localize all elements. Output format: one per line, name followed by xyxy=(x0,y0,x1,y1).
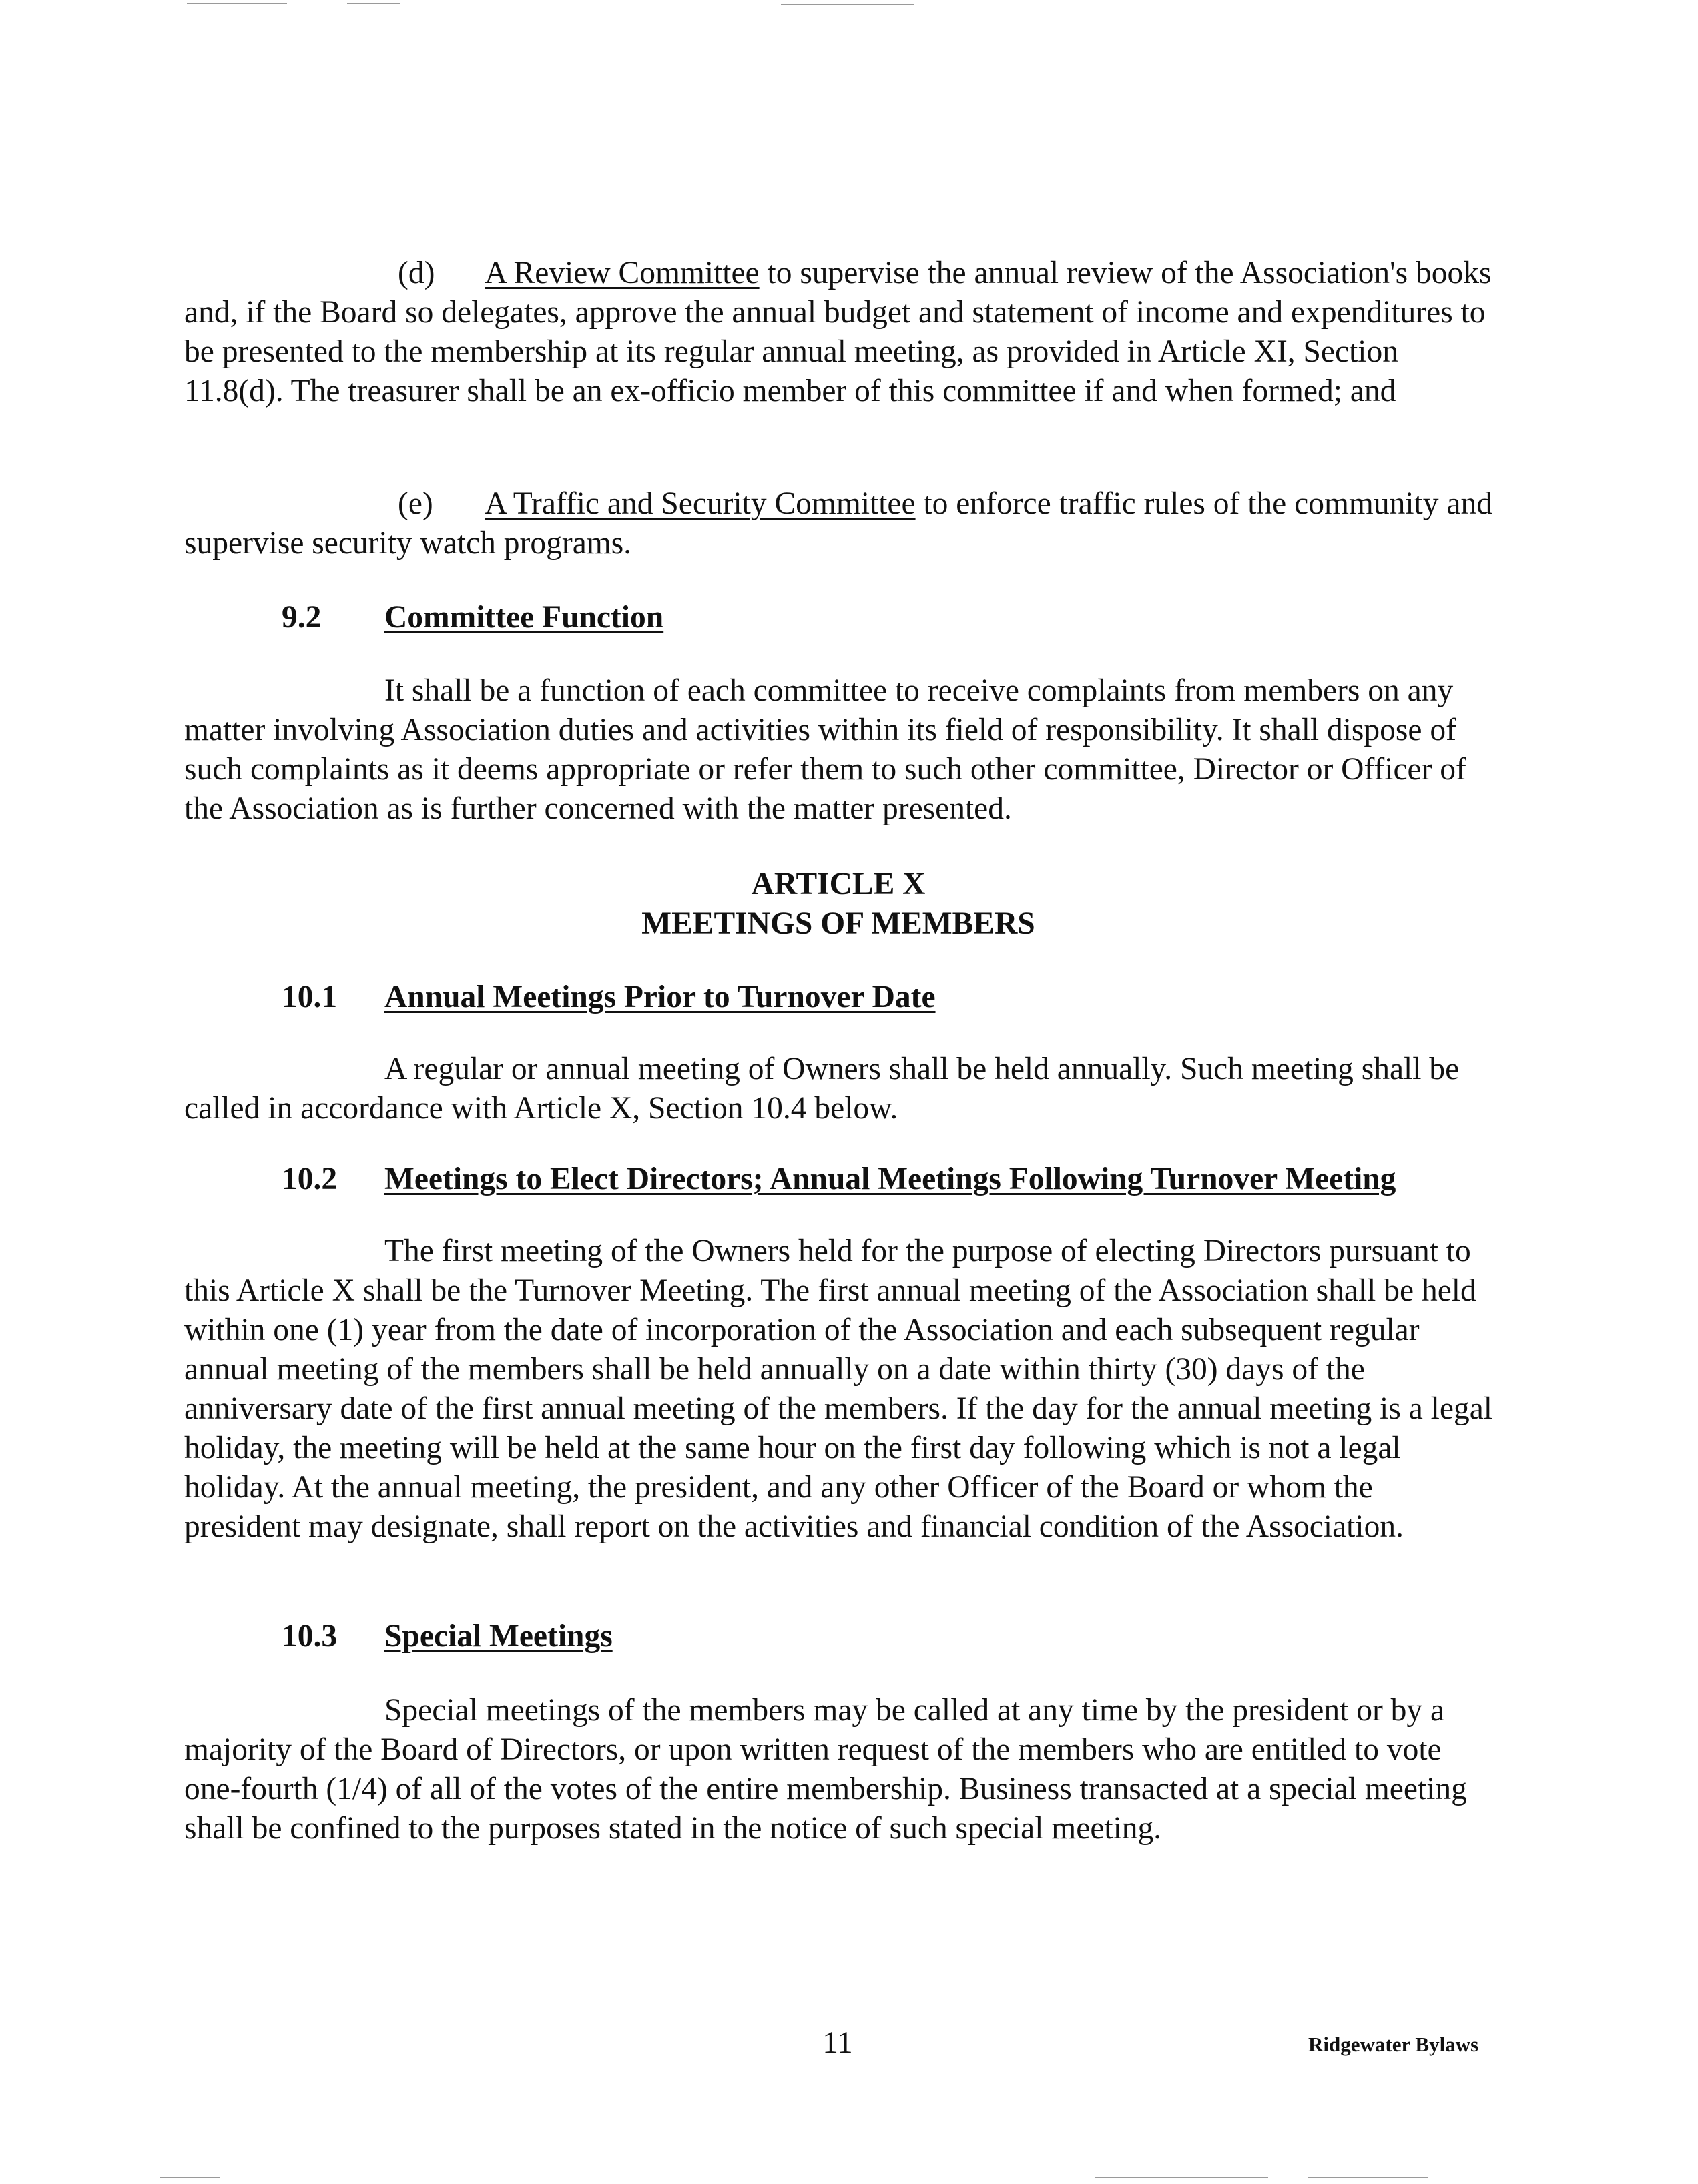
article-title: MEETINGS OF MEMBERS xyxy=(641,906,1035,941)
item-d-label: (d) xyxy=(398,256,435,290)
scan-artifact xyxy=(781,4,914,5)
section-9-2-title: Committee Function xyxy=(384,600,664,635)
section-9-2-number: 9.2 xyxy=(282,600,322,635)
section-10-1-body-block xyxy=(184,1050,1492,1128)
article-heading xyxy=(184,865,1492,944)
item-e-paragraph xyxy=(184,484,1492,563)
section-9-2-body-block xyxy=(184,671,1492,829)
section-9-2-heading xyxy=(282,598,663,637)
item-d-title: A Review Committee xyxy=(485,256,760,290)
section-10-1-number: 10.1 xyxy=(282,980,338,1014)
scan-artifact xyxy=(1308,2177,1428,2178)
item-d-block xyxy=(184,254,1492,411)
section-10-3-title: Special Meetings xyxy=(384,1619,613,1654)
section-10-1-title: Annual Meetings Prior to Turnover Date xyxy=(384,980,936,1014)
scan-artifact xyxy=(160,2177,220,2178)
section-10-2-heading xyxy=(282,1160,1396,1199)
page-number: 11 xyxy=(822,2025,853,2060)
footer-doc-name: Ridgewater Bylaws xyxy=(1308,2033,1479,2056)
section-10-3-body-block xyxy=(184,1691,1492,1848)
section-10-3-heading xyxy=(282,1617,613,1656)
section-10-3-body: Special meetings of the members may be called at any time by the president or by a majority of the Board of Directors, or upon written request of the members who are entitled to vote one-fourth (1/4) of all of the votes of the entire membership. Business transacted at a special meeting shall be confined to the purposes stated in the notice of such special meeting. xyxy=(184,1693,1467,1846)
section-10-1-heading xyxy=(282,978,936,1017)
article-number: ARTICLE X xyxy=(751,867,926,901)
section-9-2-body: It shall be a function of each committee to receive complaints from members on any matter involving Association duties and activities within its field of responsibility. It shall dispose of such complaints as it deems appropriate or refer them to such other committee, Director or Officer of the Association as is further concerned with the matter presented. xyxy=(184,673,1466,826)
item-e-title: A Traffic and Security Committee xyxy=(485,486,916,521)
section-10-2-body: The first meeting of the Owners held for the purpose of electing Directors pursuant to this Article X shall be the Turnover Meeting. The first annual meeting of the Association shall be held within one (1) year from the date of incorporation of the Association and each subsequent regular annual meeting of the members shall be held annually on a date within thirty (30) days of the anniversary date of the first annual meeting of the members. If the day for the annual meeting is a legal holiday, the meeting will be held at the same hour on the first day following which is not a legal holiday. At the annual meeting, the president, and any other Officer of the Board or whom the president may designate, shall report on the activities and financial condition of the Association. xyxy=(184,1234,1492,1544)
item-d-paragraph xyxy=(184,254,1492,411)
section-10-2-title: Meetings to Elect Directors; Annual Meetings Following Turnover Meeting xyxy=(384,1162,1396,1196)
item-e-block xyxy=(184,484,1492,563)
section-10-2-body-block xyxy=(184,1232,1492,1547)
item-d-text: to supervise the annual review of the Association's books and, if the Board so delegates, approve the annual budget and statement of income and expenditures to be presented to the membership at its regular annual meeting, as provided in Article XI, Section 11.8(d). The treasurer shall be an ex-officio member of this committee if and when formed; and xyxy=(184,256,1492,408)
scan-artifact xyxy=(1095,2177,1268,2178)
scan-artifact xyxy=(347,3,400,4)
section-10-3-number: 10.3 xyxy=(282,1619,338,1654)
item-e-text: to enforce traffic rules of the community and supervise security watch programs. xyxy=(184,486,1492,561)
scan-artifact xyxy=(187,3,287,4)
item-e-label: (e) xyxy=(398,486,433,521)
section-10-2-number: 10.2 xyxy=(282,1162,338,1196)
section-10-1-body: A regular or annual meeting of Owners shall be held annually. Such meeting shall be called in accordance with Article X, Section 10.4 below. xyxy=(184,1052,1460,1126)
